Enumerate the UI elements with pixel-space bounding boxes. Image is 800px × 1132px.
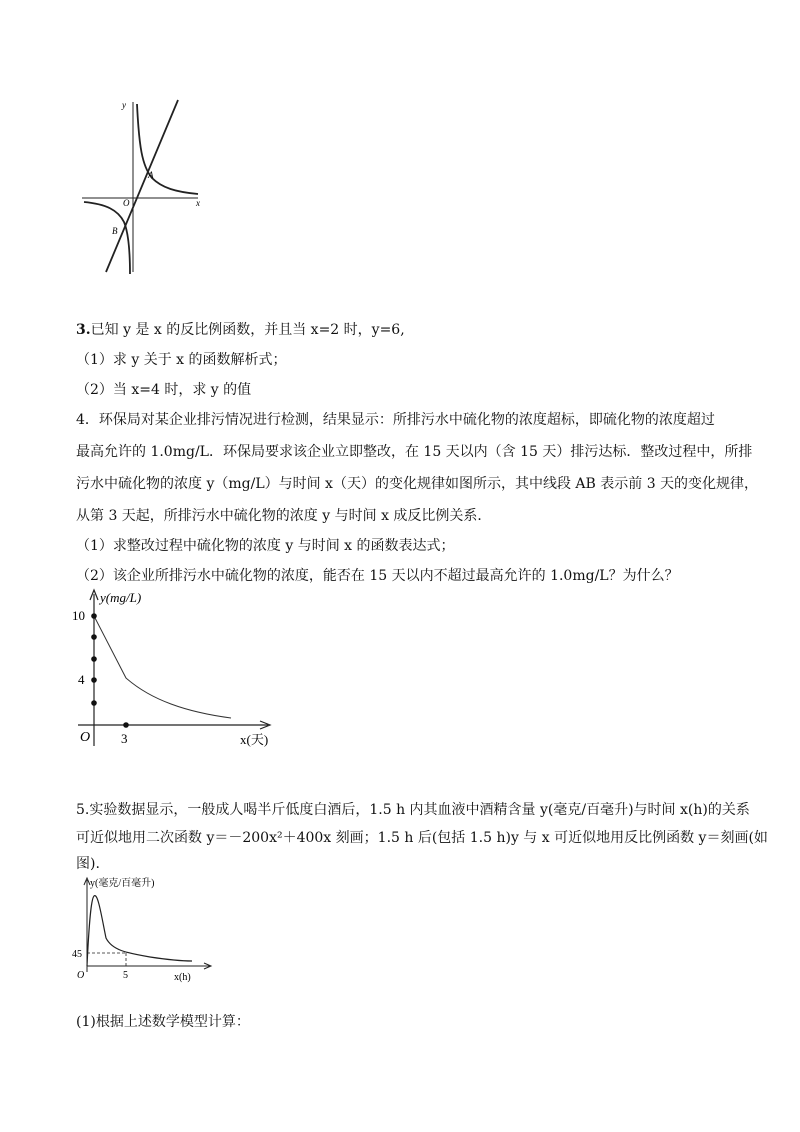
tick-label-4: 4 bbox=[78, 672, 85, 687]
x-axis-label: x(天) bbox=[240, 732, 269, 747]
y-axis-label: y(mg/L) bbox=[100, 590, 142, 605]
q5-part1: (1)根据上述数学模型计算： bbox=[76, 1014, 250, 1030]
q3-stem: 3.已知 y 是 x 的反比例函数，并且当 x=2 时，y=6, bbox=[76, 322, 405, 338]
tick-label-10: 10 bbox=[72, 608, 85, 623]
y-axis-dot bbox=[91, 700, 97, 706]
figure-2-graph bbox=[56, 586, 276, 754]
concentration-curve bbox=[94, 616, 231, 718]
point-b-label: B bbox=[112, 226, 118, 236]
linear-function-line bbox=[106, 100, 178, 272]
q5-line3: 图). bbox=[76, 856, 100, 872]
y-axis-dot bbox=[91, 634, 97, 640]
q4-line2: 最高允许的 1.0mg/L．环保局要求该企业立即整改，在 15 天以内（含 15 天）排污达标．整改过程中，所排 bbox=[76, 444, 753, 460]
y-axis-dot bbox=[91, 656, 97, 662]
q4-part2: （2）该企业所排污水中硫化物的浓度，能否在 15 天以内不超过最高允许的 1.0mg/L？为什么？ bbox=[76, 568, 679, 584]
q3-number: 3. bbox=[76, 322, 91, 338]
x-axis-label: x(h) bbox=[174, 972, 191, 983]
tick-label-45: 45 bbox=[72, 949, 82, 960]
y-axis-dot bbox=[91, 613, 97, 619]
origin-label: O bbox=[123, 198, 130, 208]
figure-3-graph bbox=[70, 874, 220, 984]
q3-part2: （2）当 x=4 时，求 y 的值 bbox=[76, 382, 252, 398]
figure-1-graph bbox=[78, 96, 208, 276]
q5-line2: 可近似地用二次函数 y＝－200x²＋400x 刻画；1.5 h 后(包括 1.5 h)y 与 x 可近似地用反比例函数 y＝刻画(如 bbox=[76, 830, 768, 846]
q4-line4: 从第 3 天起，所排污水中硫化物的浓度 y 与时间 x 成反比例关系． bbox=[76, 508, 492, 524]
point-a-label: A bbox=[148, 170, 154, 180]
hyperbola-branch-right bbox=[137, 104, 198, 194]
y-axis-dot bbox=[91, 677, 97, 683]
y-axis-label: y bbox=[122, 100, 126, 110]
hyperbola-branch-left bbox=[84, 202, 130, 274]
q4-line3: 污水中硫化物的浓度 y（mg/L）与时间 x（天）的变化规律如图所示，其中线段 AB 表示前 3 天的变化规律， bbox=[76, 476, 759, 492]
x-axis-label: x bbox=[196, 198, 200, 208]
origin-label: O bbox=[77, 970, 85, 981]
tick-label-3: 3 bbox=[121, 731, 128, 746]
q3-part1: （1）求 y 关于 x 的函数解析式； bbox=[76, 352, 287, 368]
q4-part1: （1）求整改过程中硫化物的浓度 y 与时间 x 的函数表达式； bbox=[76, 538, 455, 554]
q4-line1: 4．环保局对某企业排污情况进行检测，结果显示：所排污水中硫化物的浓度超标，即硫化物的浓度超过 bbox=[76, 412, 715, 428]
x-axis-dot bbox=[123, 722, 129, 728]
origin-label: O bbox=[80, 730, 91, 745]
alcohol-curve bbox=[87, 896, 192, 966]
y-axis-label: y(毫克/百毫升) bbox=[90, 878, 155, 889]
q5-line1: 5.实验数据显示，一般成人喝半斤低度白酒后，1.5 h 内其血液中酒精含量 y(毫克/百毫升)与时间 x(h)的关系 bbox=[76, 802, 750, 818]
tick-label-5: 5 bbox=[123, 970, 128, 981]
